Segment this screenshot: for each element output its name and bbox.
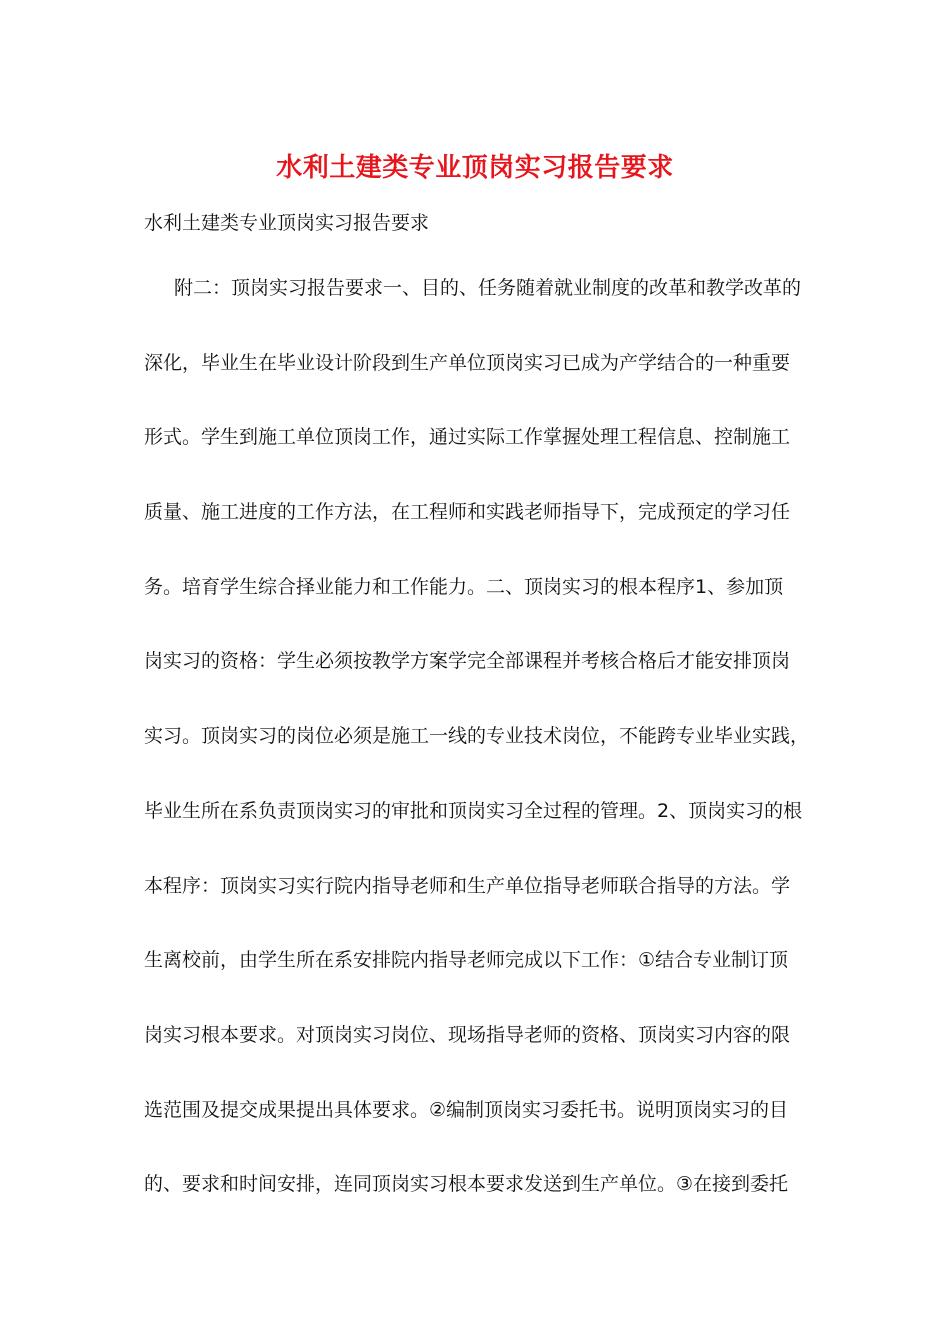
body-line: 附二：顶岗实习报告要求一、目的、任务随着就业制度的改革和教学改革的: [174, 277, 802, 299]
body-line: 岗实习的资格：学生必须按教学方案学完全部课程并考核合格后才能安排顶岗: [144, 650, 791, 673]
body-line: 生离校前，由学生所在系安排院内指导老师完成以下工作：①结合专业制订顶: [144, 949, 789, 972]
body-line: 岗实习根本要求。对顶岗实习岗位、现场指导老师的资格、顶岗实习内容的限: [144, 1023, 791, 1046]
body-line: 形式。学生到施工单位顶岗工作，通过实际工作掌握处理工程信息、控制施工: [144, 426, 791, 449]
body-line: 本程序：顶岗实习实行院内指导老师和生产单位指导老师联合指导的方法。学: [144, 874, 791, 897]
body-line: 深化，毕业生在毕业设计阶段到生产单位顶岗实习已成为产学结合的一种重要: [144, 351, 791, 374]
body-line: 质量、施工进度的工作方法，在工程师和实践老师指导下，完成预定的学习任: [144, 501, 791, 524]
body-line: 的、要求和时间安排，连同顶岗实习根本要求发送到生产单位。③在接到委托: [144, 1173, 789, 1196]
body-line: 务。培育学生综合择业能力和工作能力。二、顶岗实习的根本程序1、参加顶: [144, 575, 784, 598]
document-title: 水利土建类专业顶岗实习报告要求: [276, 153, 674, 183]
body-line: 选范围及提交成果提出具体要求。②编制顶岗实习委托书。说明顶岗实习的目: [144, 1098, 789, 1121]
body-line: 毕业生所在系负责顶岗实习的审批和顶岗实习全过程的管理。2、顶岗实习的根: [144, 799, 803, 822]
document-subtitle: 水利土建类专业顶岗实习报告要求: [144, 212, 430, 234]
body-line: 实习。顶岗实习的岗位必须是施工一线的专业技术岗位，不能跨专业毕业实践，: [144, 725, 810, 748]
document-body: [144, 268, 824, 1239]
